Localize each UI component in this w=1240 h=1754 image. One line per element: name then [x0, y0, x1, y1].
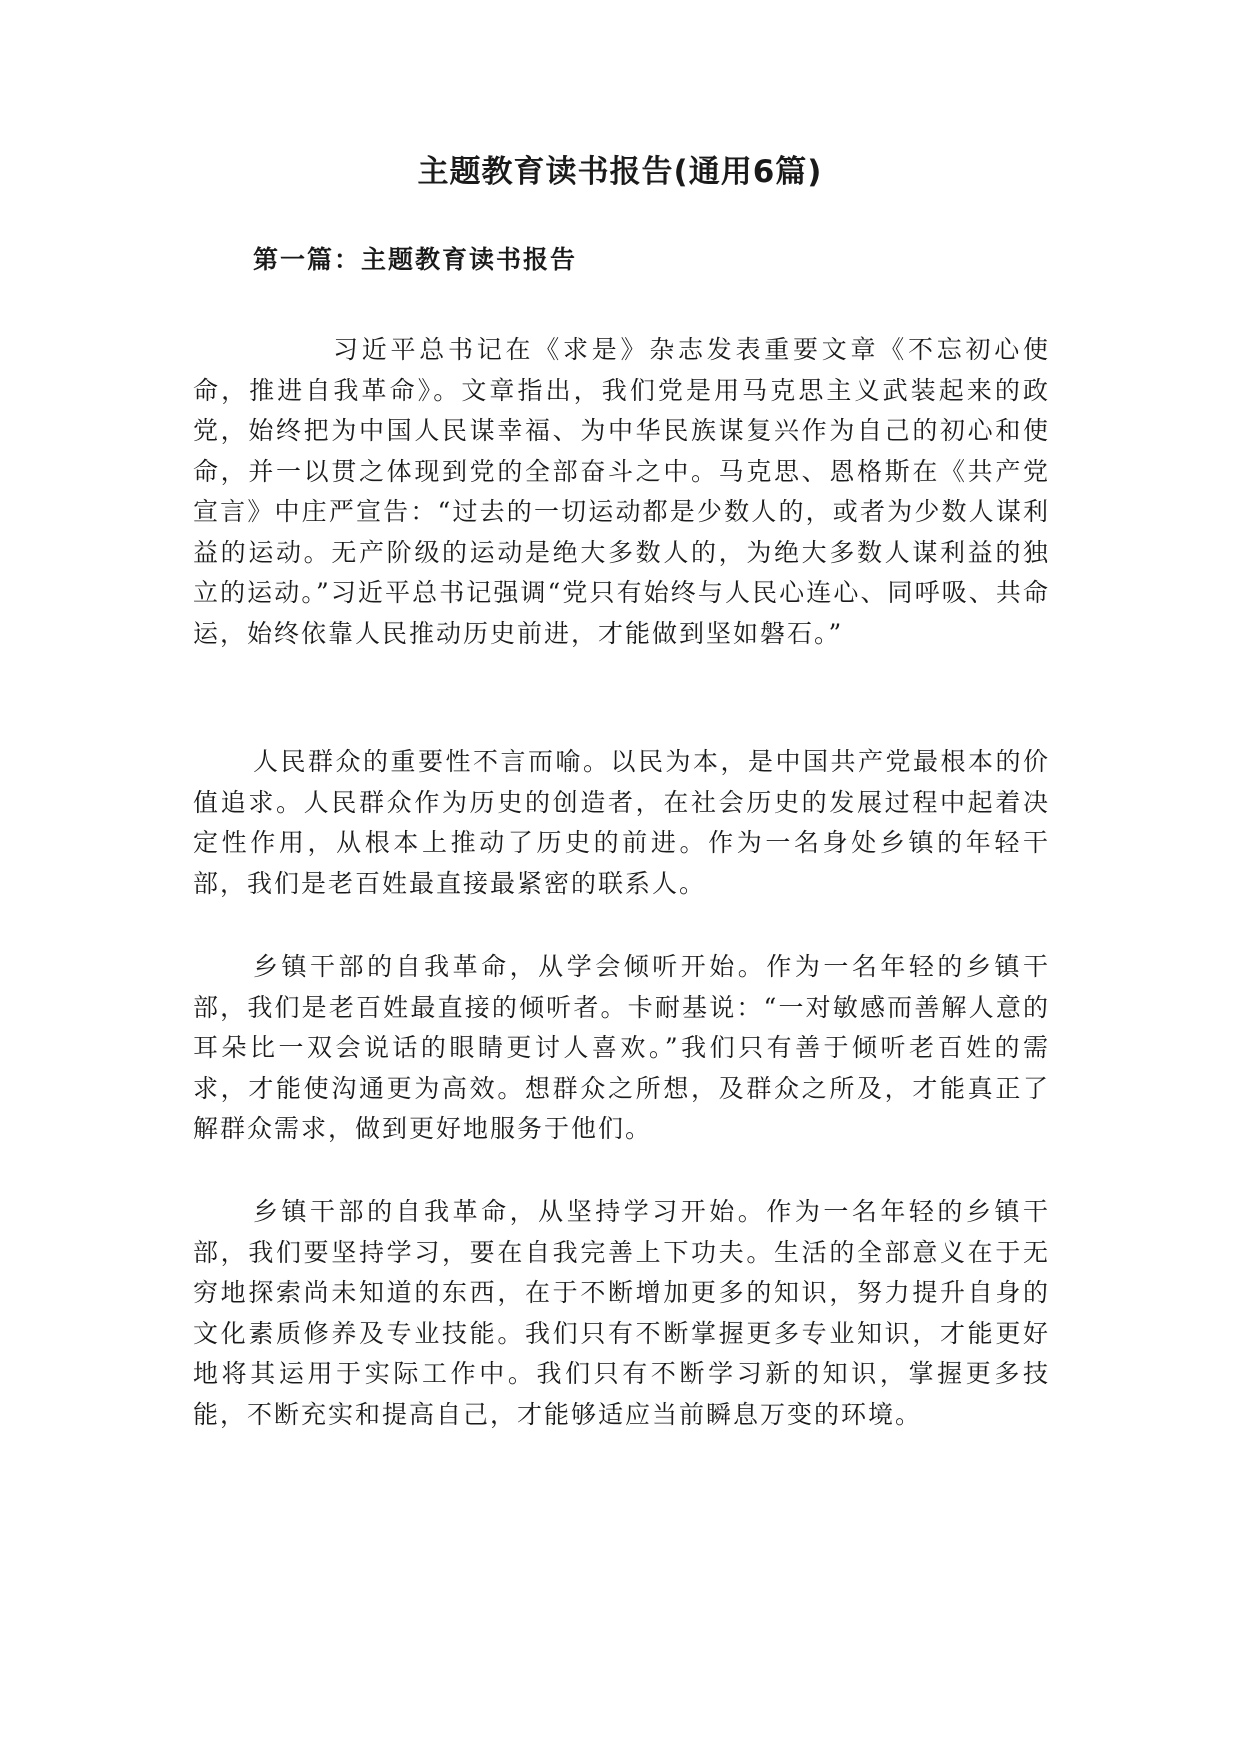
- paragraph-3: 乡镇干部的自我革命，从学会倾听开始。作为一名年轻的乡镇干部，我们是老百姓最直接的倾听者。卡耐基说：“一对敏感而善解人意的耳朵比一双会说话的眼睛更讨人喜欢。”我们只有善于倾听老百姓的需求，才能使沟通更为高效。想群众之所想，及群众之所及，才能真正了解群众需求，做到更好地服务于他们。: [193, 952, 1050, 1143]
- document-title: 主题教育读书报告(通用6篇): [417, 154, 823, 190]
- section-heading: 第一篇：主题教育读书报告: [253, 245, 578, 274]
- paragraph-2: 人民群众的重要性不言而喻。以民为本，是中国共产党最根本的价值追求。人民群众作为历史的创造者，在社会历史的发展过程中起着决定性作用，从根本上推动了历史的前进。作为一名身处乡镇的年轻干部，我们是老百姓最直接最紧密的联系人。: [193, 747, 1050, 898]
- paragraph-1: 习近平总书记在《求是》杂志发表重要文章《不忘初心使命，推进自我革命》。文章指出，我们党是用马克思主义武装起来的政党，始终把为中国人民谋幸福、为中华民族谋复兴作为自己的初心和使命，并一以贯之体现到党的全部奋斗之中。马克思、恩格斯在《共产党宣言》中庄严宣告：“过去的一切运动都是少数人的，或者为少数人谋利益的运动。无产阶级的运动是绝大多数人的，为绝大多数人谋利益的独立的运动。”习近平总书记强调“党只有始终与人民心连心、同呼吸、共命运，始终依靠人民推动历史前进，才能做到坚如磐石。”: [193, 335, 1050, 648]
- paragraph-4: 乡镇干部的自我革命，从坚持学习开始。作为一名年轻的乡镇干部，我们要坚持学习，要在自我完善上下功夫。生活的全部意义在于无穷地探索尚未知道的东西，在于不断增加更多的知识，努力提升自身的文化素质修养及专业技能。我们只有不断掌握更多专业知识，才能更好地将其运用于实际工作中。我们只有不断学习新的知识，掌握更多技能，不断充实和提高自己，才能够适应当前瞬息万变的环境。: [193, 1197, 1050, 1429]
